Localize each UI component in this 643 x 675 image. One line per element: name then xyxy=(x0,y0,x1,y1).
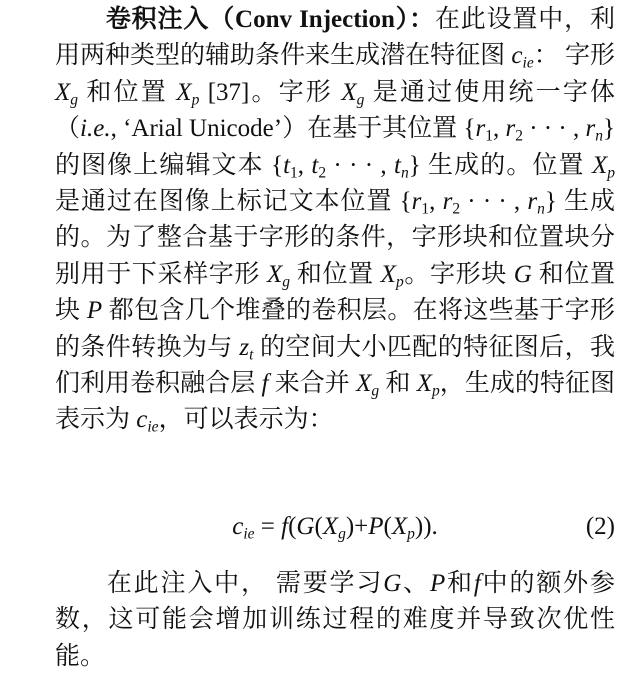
conv-injection-paragraph: 卷积注入（Conv Injection）：在此设置中，利用两种类型的辅助条件来生成潜在特征图 $c_{ie}$： 字形 $X_g$ 和位置 $X_p$ [37]。字形 $X_g$ 是通过使用统一字体（i.e., ‘Arial Unicode’）在基于其位置 {$r_1$, $r_2$ · · · , $r_n$} 的图像上编辑文本 {$t_1$, $t_2$ · · · , $t_n$} 生成的。位置 $X_p$ 是通过在图像上标记文本位置 {$r_1$, $r_2$ · · · , $r_n$} 生成的。为了整合基于字形的条件，字形块和位置块分别用于下采样字形 $X_g$ 和位置 $X_p$。字形块 G 和位置块 P 都包含几个堆叠的卷积层。在将这些基于字形的条件转换为与 $z_t$ 的空间大小匹配的特征图后，我们利用卷积融合层 f 来合并 $X_g$ 和 $X_p$，生成的特征图表示为 $c_{ie}$，可以表示为： xyxy=(55,6,616,436)
citation: [37]。字形 xyxy=(199,78,342,106)
equation-body: $c_{ie} = f(G(X_g)+P(X_p))$. xyxy=(232,513,438,543)
equation-number: (2) xyxy=(585,513,615,540)
injection-summary-paragraph: 在此注入中， 需要学习G、P和f中的额外参数，这可能会增加训练过程的难度并导致次优性能。 xyxy=(55,570,615,670)
equation-2 xyxy=(55,509,615,545)
section-heading: 卷积注入（Conv Injection）： xyxy=(105,6,435,33)
